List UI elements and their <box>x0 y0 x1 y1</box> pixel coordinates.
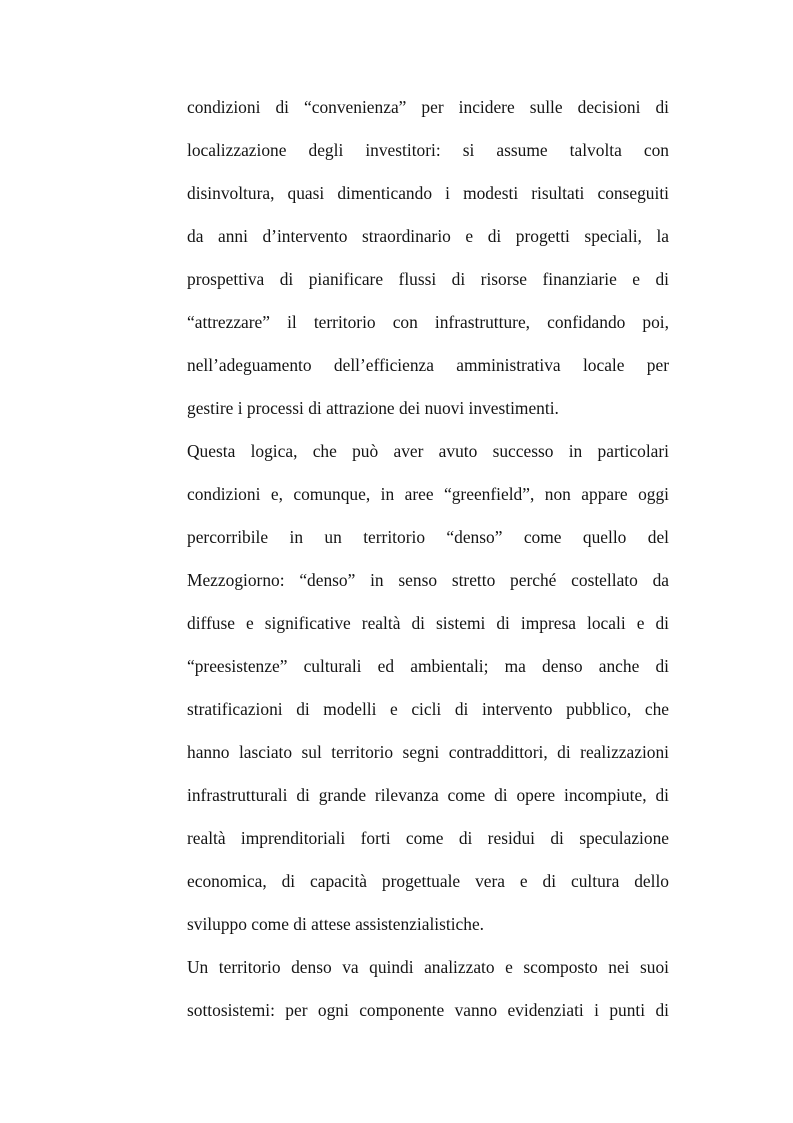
text-line: economica, di capacità progettuale vera e di cultura dello <box>187 871 669 891</box>
text-line: condizioni e, comunque, in aree “greenfield”, non appare oggi <box>187 484 669 504</box>
text-line: disinvoltura, quasi dimenticando i modesti risultati conseguiti <box>187 183 669 203</box>
text-line: infrastrutturali di grande rilevanza come di opere incompiute, di <box>187 785 669 805</box>
text-line: stratificazioni di modelli e cicli di intervento pubblico, che <box>187 699 669 719</box>
paragraph <box>187 90 669 434</box>
text-line: Un territorio denso va quindi analizzato e scomposto nei suoi <box>187 957 669 977</box>
text-line: realtà imprenditoriali forti come di residui di speculazione <box>187 828 669 848</box>
text-line: da anni d’intervento straordinario e di progetti speciali, la <box>187 226 669 246</box>
body-text <box>187 90 669 1036</box>
text-line: localizzazione degli investitori: si assume talvolta con <box>187 140 669 160</box>
paragraph <box>187 434 669 950</box>
text-line: “attrezzare” il territorio con infrastrutture, confidando poi, <box>187 312 669 332</box>
text-line: gestire i processi di attrazione dei nuovi investimenti. <box>187 398 559 418</box>
text-line: percorribile in un territorio “denso” come quello del <box>187 527 669 547</box>
text-line: Mezzogiorno: “denso” in senso stretto perché costellato da <box>187 570 669 590</box>
paragraph <box>187 950 669 1036</box>
text-line: prospettiva di pianificare flussi di risorse finanziarie e di <box>187 269 669 289</box>
text-line: hanno lasciato sul territorio segni contraddittori, di realizzazioni <box>187 742 669 762</box>
text-line: Questa logica, che può aver avuto successo in particolari <box>187 441 669 461</box>
text-line: condizioni di “convenienza” per incidere sulle decisioni di <box>187 97 669 117</box>
text-line: nell’adeguamento dell’efficienza amministrativa locale per <box>187 355 669 375</box>
text-line: “preesistenze” culturali ed ambientali; ma denso anche di <box>187 656 669 676</box>
text-line: diffuse e significative realtà di sistemi di impresa locali e di <box>187 613 669 633</box>
text-line: sviluppo come di attese assistenzialistiche. <box>187 914 485 934</box>
text-line: sottosistemi: per ogni componente vanno evidenziati i punti di <box>187 1000 669 1020</box>
